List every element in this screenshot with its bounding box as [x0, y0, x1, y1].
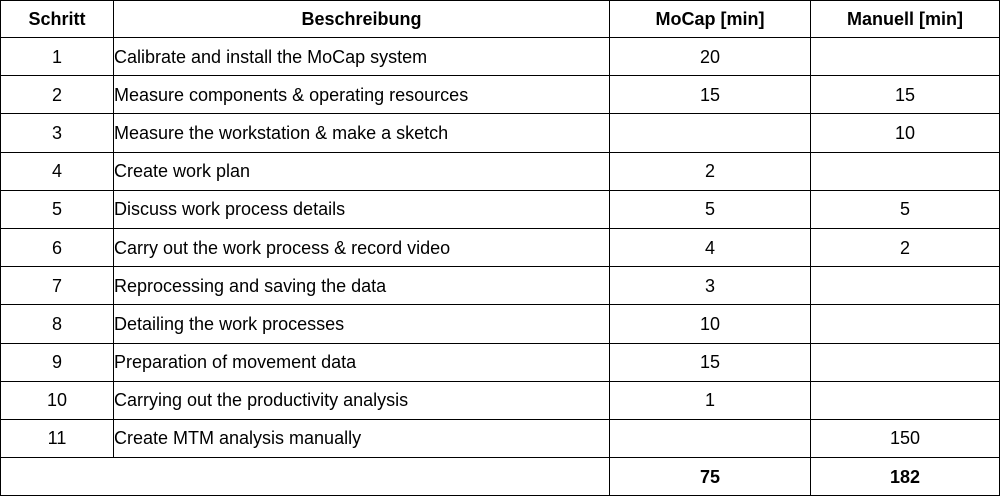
- manual-cell: 2: [811, 228, 1000, 266]
- table-row: [1, 114, 1000, 152]
- manual-cell: [811, 38, 1000, 76]
- table-row: [1, 381, 1000, 419]
- table-row: [1, 38, 1000, 76]
- step-cell: 10: [1, 381, 114, 419]
- manual-cell: [811, 343, 1000, 381]
- table-row: [1, 343, 1000, 381]
- description-cell: Reprocessing and saving the data: [114, 267, 610, 305]
- mocap-cell: 15: [610, 343, 811, 381]
- description-cell: Carrying out the productivity analysis: [114, 381, 610, 419]
- mocap-cell: 10: [610, 305, 811, 343]
- description-cell: Measure the workstation & make a sketch: [114, 114, 610, 152]
- description-cell: Measure components & operating resources: [114, 76, 610, 114]
- description-cell: Calibrate and install the MoCap system: [114, 38, 610, 76]
- total-label-cell: [1, 458, 610, 496]
- description-cell: Discuss work process details: [114, 190, 610, 228]
- header-step: Schritt: [1, 1, 114, 38]
- table-row: [1, 267, 1000, 305]
- header-description: Beschreibung: [114, 1, 610, 38]
- mocap-cell: 15: [610, 76, 811, 114]
- mocap-cell: 5: [610, 190, 811, 228]
- description-cell: Create MTM analysis manually: [114, 419, 610, 457]
- step-cell: 8: [1, 305, 114, 343]
- mocap-cell: [610, 114, 811, 152]
- header-row: [1, 1, 1000, 38]
- mocap-cell: 20: [610, 38, 811, 76]
- table-row: [1, 152, 1000, 190]
- total-manual: 182: [811, 458, 1000, 496]
- step-cell: 7: [1, 267, 114, 305]
- manual-cell: 5: [811, 190, 1000, 228]
- manual-cell: [811, 305, 1000, 343]
- step-cell: 3: [1, 114, 114, 152]
- step-cell: 6: [1, 228, 114, 266]
- description-cell: Create work plan: [114, 152, 610, 190]
- mocap-cell: 3: [610, 267, 811, 305]
- total-row: [1, 458, 1000, 496]
- mocap-cell: [610, 419, 811, 457]
- step-cell: 11: [1, 419, 114, 457]
- description-cell: Preparation of movement data: [114, 343, 610, 381]
- manual-cell: 10: [811, 114, 1000, 152]
- description-cell: Carry out the work process & record video: [114, 228, 610, 266]
- step-cell: 5: [1, 190, 114, 228]
- table-row: [1, 190, 1000, 228]
- table-row: [1, 76, 1000, 114]
- step-cell: 9: [1, 343, 114, 381]
- table-row: [1, 419, 1000, 457]
- table-row: [1, 305, 1000, 343]
- manual-cell: [811, 381, 1000, 419]
- header-mocap: MoCap [min]: [610, 1, 811, 38]
- total-mocap: 75: [610, 458, 811, 496]
- mocap-cell: 1: [610, 381, 811, 419]
- description-cell: Detailing the work processes: [114, 305, 610, 343]
- step-cell: 1: [1, 38, 114, 76]
- manual-cell: 150: [811, 419, 1000, 457]
- mocap-cell: 2: [610, 152, 811, 190]
- step-cell: 4: [1, 152, 114, 190]
- header-manual: Manuell [min]: [811, 1, 1000, 38]
- manual-cell: 15: [811, 76, 1000, 114]
- manual-cell: [811, 152, 1000, 190]
- table-body: [1, 38, 1000, 496]
- step-cell: 2: [1, 76, 114, 114]
- table-row: [1, 228, 1000, 266]
- manual-cell: [811, 267, 1000, 305]
- mocap-cell: 4: [610, 228, 811, 266]
